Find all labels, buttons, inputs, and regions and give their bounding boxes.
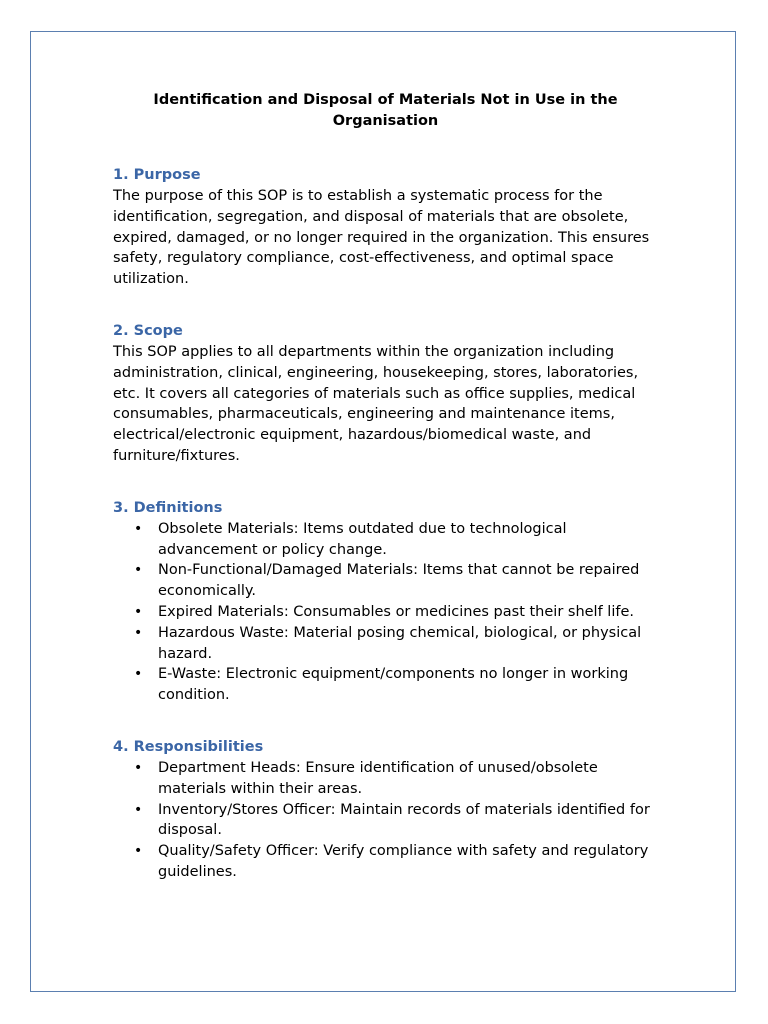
bullet-icon: • (134, 562, 143, 579)
list-item (113, 602, 658, 623)
list-item (113, 664, 658, 706)
list-item (113, 519, 658, 561)
list-item-text: Expired Materials: Consumables or medicines past their shelf life. (158, 603, 634, 620)
list-item (113, 623, 658, 665)
section-paragraph: The purpose of this SOP is to establish a systematic process for the identification, segregation, and disposal of materials that are obsolete, expired, damaged, or no longer required in the organization. This ensures safety, regulatory compliance, cost-effectiveness, and optimal space utilization. (113, 188, 650, 288)
list-item-text: E-Waste: Electronic equipment/components no longer in working condition. (158, 666, 629, 704)
list-item-text: Department Heads: Ensure identification of unused/obsolete materials within their areas. (158, 759, 598, 797)
document-title: Identification and Disposal of Materials Not in Use in the Organisation (153, 92, 618, 129)
section-heading: 2. Scope (113, 322, 183, 339)
list-item (113, 841, 658, 883)
bullet-icon: • (134, 520, 143, 537)
bullet-icon: • (134, 666, 143, 683)
bullet-icon: • (134, 759, 143, 776)
list-item-text: Obsolete Materials: Items outdated due to technological advancement or policy change. (158, 520, 567, 558)
section-scope (113, 321, 658, 467)
section-heading: 4. Responsibilities (113, 738, 264, 755)
section-purpose (113, 165, 658, 290)
section-paragraph: This SOP applies to all departments within the organization including administration, clinical, engineering, housekeeping, stores, laboratories, etc. It covers all categories of materials such as office supplies, medical consumables, pharmaceuticals, engineering and maintenance items, electrical/electronic equipment, hazardous/biomedical waste, and furniture/fixtures. (113, 343, 639, 464)
list-item-text: Inventory/Stores Officer: Maintain records of materials identified for disposal. (158, 801, 650, 839)
list-item-text: Hazardous Waste: Material posing chemical, biological, or physical hazard. (158, 624, 642, 662)
list-item (113, 800, 658, 842)
section-definitions (113, 498, 658, 706)
document-content (113, 90, 658, 914)
list-item-text: Non-Functional/Damaged Materials: Items that cannot be repaired economically. (158, 562, 640, 600)
bullet-icon: • (134, 843, 143, 860)
bullet-icon: • (134, 624, 143, 641)
list-item-text: Quality/Safety Officer: Verify compliance with safety and regulatory guidelines. (158, 843, 649, 880)
section-responsibilities (113, 737, 658, 883)
list-item (113, 560, 658, 602)
bullet-icon: • (134, 603, 143, 620)
section-heading: 1. Purpose (113, 167, 201, 183)
bullet-icon: • (134, 801, 143, 818)
responsibilities-list (113, 758, 658, 883)
section-heading: 3. Definitions (113, 499, 223, 516)
definitions-list (113, 519, 658, 706)
list-item (113, 758, 658, 800)
